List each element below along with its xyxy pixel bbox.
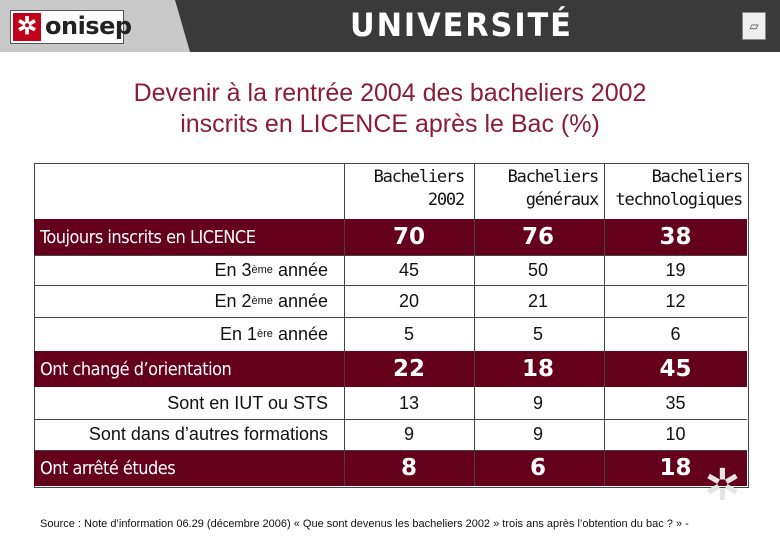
table-row-other-programs [34,419,747,450]
value-cell: 35 [665,392,686,413]
page-corner-icon[interactable]: ▱ [742,12,766,40]
onisep-logo[interactable] [10,10,132,44]
column-header-all: Bacheliers 2002 [373,167,464,210]
row-label: En 2 ème année [214,290,328,311]
value-cell: 9 [403,424,414,444]
value-cell: 9 [532,424,543,444]
onisep-logo-text: onisep [45,12,132,40]
table-row-changed-orientation [34,351,747,387]
table-row-stopped-studies [34,450,747,486]
table-row-still-enrolled [34,219,747,255]
table-row-year-1 [34,317,747,351]
value-cell: 22 [392,356,425,382]
decorative-logo-icon: ✲ [704,461,741,510]
value-cell: 70 [392,224,425,250]
value-cell: 38 [659,224,692,250]
value-cell: 6 [670,323,681,344]
value-cell: 45 [659,356,692,382]
row-divider [34,285,747,286]
value-cell: 50 [527,259,549,280]
row-divider [34,450,747,451]
banner-title: UNIVERSITÉ [350,6,573,44]
value-cell: 8 [400,455,417,481]
value-cell: 5 [403,323,414,344]
value-cell: 6 [529,455,546,481]
page-title [0,78,780,140]
column-header-general: Bacheliers généraux [507,167,598,210]
source-note: Source : Note d’information 06.29 (décembre 2006) « Que sont devenus les bacheliers 2002 » trois ans après l’obtention du bac ? » - [40,518,689,530]
value-cell: 5 [532,323,543,344]
value-cell: 18 [521,356,554,382]
row-label: Sont en IUT ou STS [167,392,328,413]
row-divider [34,255,747,256]
row-label: En 1 ère année [220,323,328,344]
table-row-iut-sts [34,387,747,419]
value-cell: 9 [532,392,543,413]
row-label: Toujours inscrits en LICENCE [40,226,256,248]
column-divider [344,163,345,486]
value-cell: 20 [398,290,420,311]
value-cell: 21 [527,290,549,311]
value-cell: 19 [665,259,686,280]
value-cell: 13 [398,392,420,413]
row-label: En 3 ème année [214,259,328,280]
onisep-logo-icon: ✲ [13,13,41,41]
column-divider [474,163,475,486]
table-row-year-3 [34,255,747,285]
row-divider [34,419,747,420]
column-divider [604,163,605,486]
row-label: Ont arrêté études [40,457,176,479]
row-divider [34,317,747,318]
value-cell: 76 [521,224,554,250]
row-label: Sont dans d’autres formations [88,424,328,444]
title-line-1: Devenir à la rentrée 2004 des bacheliers 2002 [133,79,647,107]
value-cell: 18 [659,455,692,481]
column-header-technological: Bacheliers technologiques [615,167,742,210]
row-label: Ont changé d’orientation [40,358,232,380]
value-cell: 45 [398,259,420,280]
title-line-2: inscrits en LICENCE après le Bac (%) [180,110,600,138]
table-row-year-2 [34,285,747,317]
value-cell: 12 [665,290,686,311]
value-cell: 10 [665,424,686,444]
